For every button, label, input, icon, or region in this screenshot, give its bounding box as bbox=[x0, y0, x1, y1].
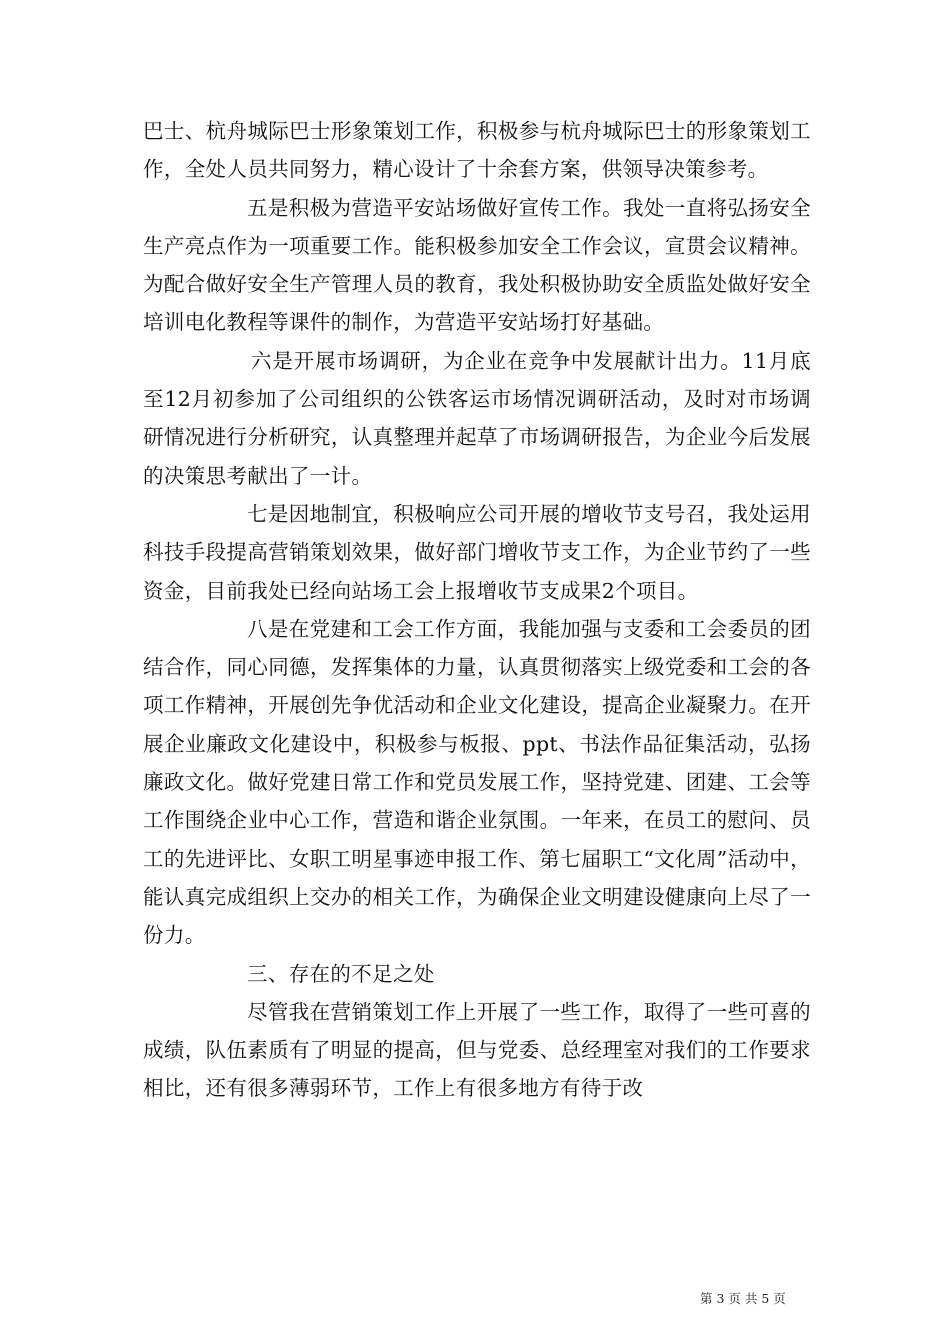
paragraph-item-7: 七是因地制宜，积极响应公司开展的增收节支号召，我处运用科技手段提高营销策划效果，做好部门增收节支工作，为企业节约了一些资金，目前我处已经向站场工会上报增收节支成果2个项目。 bbox=[143, 501, 811, 603]
document-body bbox=[143, 112, 811, 1108]
page-number-footer: 第 3 页 共 5 页 bbox=[700, 1291, 786, 1306]
paragraph-item-5: 五是积极为营造平安站场做好宣传工作。我处一直将弘扬安全生产亮点作为一项重要工作。能积极参加安全工作会议，宣贯会议精神。为配合做好安全生产管理人员的教育，我处积极协助安全质监处做好安全培训电化教程等课件的制作，为营造平安站场打好基础。 bbox=[143, 195, 811, 335]
paragraph-shortcomings: 尽管我在营销策划工作上开展了一些工作，取得了一些可喜的成绩，队伍素质有了明显的提高，但与党委、总经理室对我们的工作要求相比，还有很多薄弱环节，工作上有很多地方有待于改 bbox=[143, 999, 811, 1101]
section-heading: 三、存在的不足之处 bbox=[247, 961, 435, 986]
paragraph-continuation: 巴士、杭舟城际巴士形象策划工作，积极参与杭舟城际巴士的形象策划工作，全处人员共同努力，精心设计了十余套方案，供领导决策参考。 bbox=[143, 119, 811, 182]
paragraph-item-8: 八是在党建和工会工作方面，我能加强与支委和工会委员的团结合作，同心同德，发挥集体的力量，认真贯彻落实上级党委和工会的各项工作精神，开展创先争优活动和企业文化建设，提高企业凝聚力。在开展企业廉政文化建设中，积极参与板报、ppt、书法作品征集活动，弘扬廉政文化。做好党建日常工作和党员发展工作，坚持党建、团建、工会等工作围绕企业中心工作，营造和谐企业氛围。一年来，在员工的慰问、员工的先进评比、女职工明星事迹申报工作、第七届职工“文化周”活动中，能认真完成组织上交办的相关工作，为确保企业文明建设健康向上尽了一份力。 bbox=[143, 616, 812, 948]
paragraph-item-6: 六是开展市场调研，为企业在竞争中发展献计出力。11月底至12月初参加了公司组织的公铁客运市场情况调研活动，及时对市场调研情况进行分析研究，认真整理并起草了市场调研报告，为企业今后发展的决策思考献出了一计。 bbox=[143, 348, 811, 488]
